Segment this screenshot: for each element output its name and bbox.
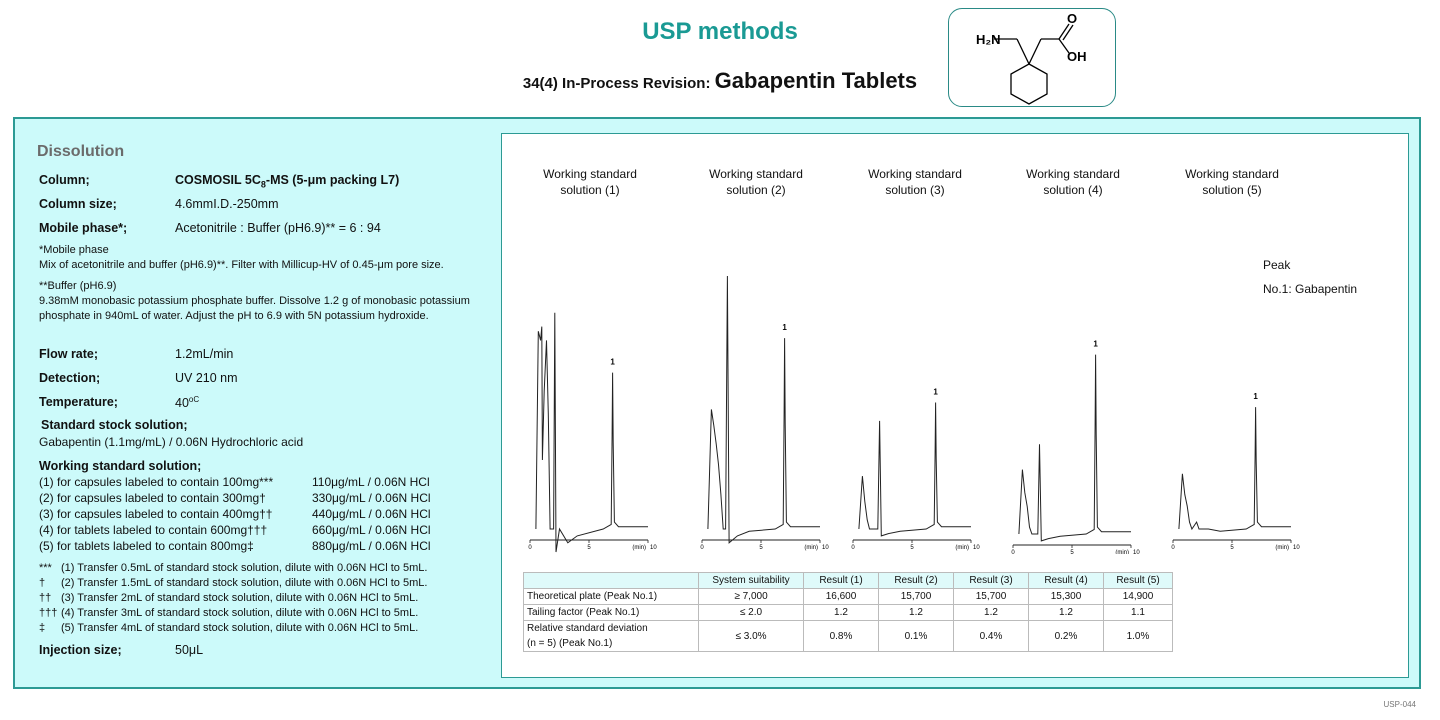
table-cell: 1.1 — [1104, 605, 1173, 621]
x-tick-label-4-2: 5 — [1070, 550, 1074, 554]
x-unit-label-3: (min) — [955, 545, 969, 551]
table-cell: 1.2 — [804, 605, 879, 621]
table-header-cell: Result (1) — [804, 573, 879, 589]
peak-label-3: 1 — [933, 387, 938, 397]
x-tick-label-3-1: 0 — [851, 545, 855, 551]
hydroxyl-label: OH — [1067, 49, 1087, 64]
chromatogram-panel — [501, 133, 1409, 678]
x-tick-label-3-2: 5 — [910, 545, 914, 551]
x-tick-label-2-2: 5 — [759, 545, 763, 551]
x-tick-label-4-1: 0 — [1011, 550, 1015, 554]
page-title: USP methods — [642, 18, 798, 45]
chemical-structure — [948, 8, 1116, 107]
results-table — [523, 572, 1173, 652]
table-header-cell — [524, 573, 699, 589]
table-cell: ≤ 2.0 — [699, 605, 804, 621]
subtitle-main: Gabapentin Tablets — [714, 68, 918, 93]
table-cell: 1.0% — [1104, 621, 1173, 652]
column-size-label: Column size; — [39, 197, 117, 211]
temperature-value: $40^{oC}$ — [175, 395, 200, 411]
table-row — [524, 621, 1173, 652]
table-row-label: Relative standard deviation (n = 5) (Peak No.1) — [524, 621, 699, 652]
table-header-cell: Result (2) — [879, 573, 954, 589]
chromatogram-trace-5 — [1179, 407, 1291, 531]
column-value: COSMOSIL $5C_8-MS$ (5-μm packing L7) — [175, 173, 400, 190]
table-row — [524, 605, 1173, 621]
transfer-note-5: ‡ (5) Transfer 4mL of standard stock solution, dilute with 0.06N HCl to 5mL. — [39, 622, 419, 634]
chromatogram-trace-1 — [536, 313, 648, 552]
chromatogram-trace-3 — [859, 403, 971, 536]
table-cell: 15,300 — [1029, 589, 1104, 605]
x-tick-label-3-3: 10 — [973, 545, 980, 551]
table-cell: 0.8% — [804, 621, 879, 652]
section-title: Dissolution — [37, 143, 125, 160]
standard-stock-value: Gabapentin (1.1mg/mL) / 0.06N Hydrochloric acid — [39, 435, 304, 449]
mobile-phase-value: Acetonitrile : Buffer (pH6.9)** = 6 : 94 — [175, 221, 381, 235]
table-cell: 1.2 — [879, 605, 954, 621]
footer-code: USP-044 — [1383, 700, 1416, 709]
buffer-note: **Buffer (pH6.9) 9.38mM monobasic potassium phosphate buffer. Dissolve 1.2 g of monobasic potassium phosphate in 940mL of water. Adjust the pH to 6.9 with 5N potassium hydroxide. — [39, 280, 470, 322]
table-header-cell: System suitability — [699, 573, 804, 589]
x-unit-label-1: (min) — [632, 545, 646, 551]
table-row-label: Tailing factor (Peak No.1) — [524, 605, 699, 621]
peak-label-5: 1 — [1253, 392, 1258, 402]
chart-title-4: Working standard solution (4) — [1026, 167, 1120, 197]
chromatogram-trace-2 — [708, 276, 820, 543]
injection-value: 50μL — [175, 643, 204, 657]
x-tick-label-1-2: 5 — [587, 545, 591, 551]
table-row — [524, 589, 1173, 605]
transfer-note-4: ††† (4) Transfer 3mL of standard stock solution, dilute with 0.06N HCl to 5mL. — [39, 607, 419, 619]
main-panel — [13, 117, 1421, 689]
table-cell: ≥ 7,000 — [699, 589, 804, 605]
flow-rate-label: Flow rate; — [39, 347, 99, 361]
transfer-note-1: *** (1) Transfer 0.5mL of standard stock solution, dilute with 0.06N HCl to 5mL. — [39, 562, 428, 574]
table-cell: 0.4% — [954, 621, 1029, 652]
column-label: Column; — [39, 173, 90, 187]
page-subtitle — [0, 68, 1440, 94]
carbonyl-label: O — [1067, 11, 1078, 26]
table-cell: 15,700 — [954, 589, 1029, 605]
chart-title-1: Working standard solution (1) — [543, 167, 637, 197]
flow-rate-value: 1.2mL/min — [175, 347, 234, 361]
injection-label: Injection size; — [39, 643, 122, 657]
chromatogram-trace-4 — [1019, 355, 1131, 541]
table-row-label: Theoretical plate (Peak No.1) — [524, 589, 699, 605]
chart-title-5: Working standard solution (5) — [1185, 167, 1279, 197]
x-unit-label-5: (min) — [1275, 545, 1289, 551]
chart-title-2: Working standard solution (2) — [709, 167, 803, 197]
table-cell: 1.2 — [1029, 605, 1104, 621]
table-cell: 14,900 — [1104, 589, 1173, 605]
table-header-cell: Result (5) — [1104, 573, 1173, 589]
table-cell: 1.2 — [954, 605, 1029, 621]
mobile-phase-note: *Mobile phase Mix of acetonitrile and buffer (pH6.9)**. Filter with Millicup-HV of 0.45-μm pore size. — [39, 244, 444, 271]
method-conditions: Dissolution Column; COSMOSIL $5C_8-MS$ (5-μm packing L7) Column size; 4.6mmI.D.-250mm Mobile phase*; Acetonitrile : Buffer (pH6.9)** = 6 : 94 *Mobile phase Mix of acetonitrile and buffer (pH6.9)**. Filter with Millicup-HV of 0.45-μm pore size. **Buffer (pH6.9) 9.38mM monobasic potassium phosphate buffer. Dissolve 1.2 g of monobasic potassium phosphate in 940mL of water. Adjust the pH to 6.9 with 5N potassium hydroxide. Flow rate; 1.2mL/min Detection; UV 210 nm Temperature; $40^{oC}$ Standard stock solution; Gabapentin (1.1mg/mL) / 0.06N Hydrochloric acid Working standard solution; (1) for capsules labeled to contain 100mg*** 110μg/mL / 0.06N HCl (2) for capsules labeled to contain 300mg† 330μg/mL / 0.06N HCl (3) for capsules labeled to contain 400mg†† 440μg/mL / 0.06N HCl (4) for tablets labeled to contain 600mg††† 660μg/mL / 0.06N HCl (5) for tablets labeled to contain 800mg‡ 880μg/mL / 0.06N HCl *** (1) Transfer 0.5mL of standard stock solution, dilute with 0.06N HCl to 5mL. † (2) Transfer 1.5mL of standard stock solution, dilute with 0.06N HCl to 5mL. †† (3) Transfer 2mL of standard stock solution, dilute with 0.06N HCl to 5mL. ††† (4) Transfer 3mL of standard stock solution, dilute with 0.06N HCl to 5mL. ‡ (5) Transfer 4mL of standard stock solution, dilute with 0.06N HCl to 5mL. Injection size; 50μL — [15, 119, 505, 689]
table-header-cell: Result (4) — [1029, 573, 1104, 589]
standard-stock-label: Standard stock solution; — [41, 418, 188, 432]
peak-legend-title: Peak — [1263, 258, 1291, 272]
table-cell: 15,700 — [879, 589, 954, 605]
peak-legend-item: No.1: Gabapentin — [1263, 282, 1358, 296]
transfer-note-2: † (2) Transfer 1.5mL of standard stock solution, dilute with 0.06N HCl to 5mL. — [39, 577, 428, 589]
transfer-note-3: †† (3) Transfer 2mL of standard stock solution, dilute with 0.06N HCl to 5mL. — [39, 592, 419, 604]
peak-label-4: 1 — [1093, 339, 1098, 349]
x-tick-label-5-1: 0 — [1171, 545, 1175, 551]
subtitle-prefix: 34(4) In-Process Revision: — [522, 75, 715, 92]
detection-label: Detection; — [39, 371, 101, 385]
working-standard-label: Working standard solution; — [39, 459, 202, 473]
peak-label-2: 1 — [782, 323, 787, 333]
table-cell: 16,600 — [804, 589, 879, 605]
detection-value: UV 210 nm — [175, 371, 238, 385]
cyclohexane-ring — [1011, 64, 1047, 104]
table-header-cell: Result (3) — [954, 573, 1029, 589]
x-tick-label-2-1: 0 — [700, 545, 704, 551]
amine-label: H₂N — [976, 32, 1001, 47]
column-size-value: 4.6mmI.D.-250mm — [175, 197, 279, 211]
x-tick-label-2-3: 10 — [822, 545, 829, 551]
peak-label-1: 1 — [610, 357, 615, 367]
table-cell: 0.1% — [879, 621, 954, 652]
mobile-phase-label: Mobile phase*; — [39, 221, 128, 235]
table-cell: 0.2% — [1029, 621, 1104, 652]
x-unit-label-2: (min) — [804, 545, 818, 551]
table-cell: ≤ 3.0% — [699, 621, 804, 652]
chromatogram-svg — [502, 134, 1408, 554]
x-tick-label-1-3: 10 — [650, 545, 657, 551]
x-unit-label-4: (min) — [1115, 550, 1129, 554]
table-header-row — [524, 573, 1173, 589]
x-tick-label-1-1: 0 — [528, 545, 532, 551]
temperature-label: Temperature; — [39, 395, 118, 409]
gabapentin-structure-svg — [949, 9, 1115, 106]
x-tick-label-4-3: 10 — [1133, 550, 1140, 554]
chart-title-3: Working standard solution (3) — [868, 167, 962, 197]
x-tick-label-5-2: 5 — [1230, 545, 1234, 551]
x-tick-label-5-3: 10 — [1293, 545, 1300, 551]
